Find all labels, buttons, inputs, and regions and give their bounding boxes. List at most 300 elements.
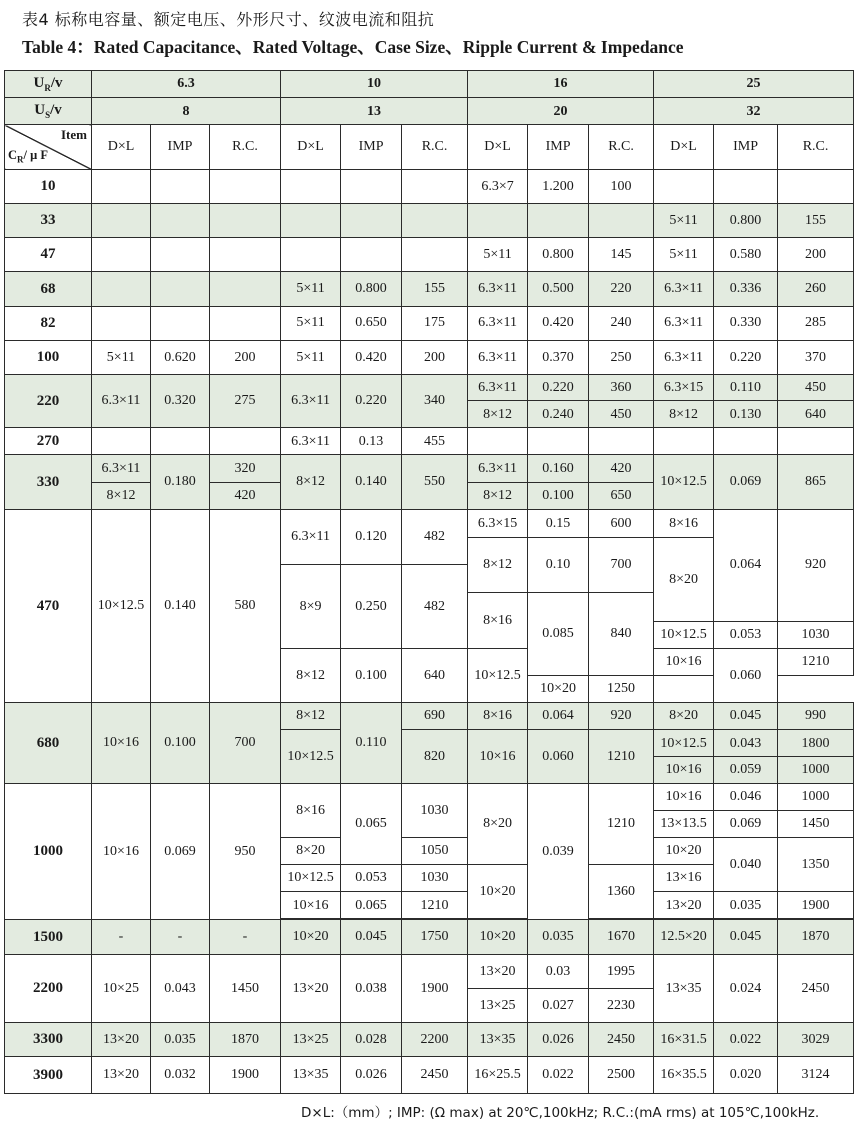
case-size-cell: 10×12.5 [654,621,714,648]
case-size-cell: 10×12.5 [92,509,151,702]
impedance-cell: 0.035 [151,1023,210,1057]
title-english: Table 4：Rated Capacitance、Rated Voltage、Case Size、Ripple Current & Impedance [22,37,684,57]
capacitance-cell: 82 [5,306,92,340]
ripple-current-cell: 640 [778,401,854,428]
case-size-cell: 5×11 [281,306,341,340]
case-size-cell: 5×11 [654,238,714,272]
impedance-cell: 1.200 [528,169,589,203]
impedance-cell: 0.022 [528,1057,589,1094]
impedance-cell: 0.370 [528,340,589,374]
surge-voltage-value: 13 [281,98,468,125]
empty-cell [281,238,341,272]
col-imp: IMP [151,125,210,169]
col-rc: R.C. [589,125,654,169]
empty-cell [468,428,528,455]
impedance-cell: 0.130 [714,401,778,428]
case-size-cell: 8×20 [654,538,714,622]
case-size-cell: 10×12.5 [281,730,341,783]
ripple-current-cell: 200 [778,238,854,272]
impedance-cell: 0.028 [341,1023,402,1057]
case-size-cell: 13×20 [92,1057,151,1094]
impedance-cell: 0.220 [341,374,402,427]
empty-cell [210,203,281,237]
empty-cell [210,428,281,455]
col-rc: R.C. [778,125,854,169]
ripple-current-cell: 1030 [402,783,468,837]
ripple-current-cell: 175 [402,306,468,340]
capacitance-cell: 47 [5,238,92,272]
ripple-current-cell: 285 [778,306,854,340]
title-chinese: 表4 标称电容量、额定电压、外形尺寸、纹波电流和阻抗 [22,10,435,29]
empty-cell [778,169,854,203]
ripple-current-cell: 240 [589,306,654,340]
impedance-cell: 0.580 [714,238,778,272]
impedance-cell: 0.046 [714,783,778,810]
empty-cell [402,203,468,237]
impedance-cell: 0.336 [714,272,778,306]
ripple-current-cell: 2230 [589,988,654,1022]
rated-voltage-value: 25 [654,71,854,98]
case-size-cell: 8×12 [468,482,528,509]
impedance-cell: 0.100 [341,648,402,702]
impedance-cell: 0.065 [341,892,402,919]
impedance-cell: 0.110 [341,703,402,784]
col-dxl: D×L [92,125,151,169]
rated-voltage-value: 6.3 [92,71,281,98]
ripple-current-cell: 920 [778,509,854,621]
ripple-current-cell: 1030 [402,865,468,892]
impedance-cell: 0.026 [341,1057,402,1094]
impedance-cell: 0.330 [714,306,778,340]
ripple-current-cell: 3029 [778,1023,854,1057]
impedance-cell: 0.059 [714,757,778,783]
ripple-current-cell: 2200 [402,1023,468,1057]
case-size-cell: 6.3×11 [654,340,714,374]
ripple-current-cell: 250 [589,340,654,374]
case-size-cell: 12.5×20 [654,920,714,954]
ripple-current-cell: 360 [589,374,654,400]
ripple-current-cell: 1210 [402,892,468,919]
capacitance-cell: 33 [5,203,92,237]
ripple-current-cell: 640 [402,648,468,702]
case-size-cell: 8×16 [468,593,528,648]
ripple-current-cell: 1210 [589,730,654,783]
ripple-current-cell: 580 [210,509,281,702]
ripple-current-cell: 220 [589,272,654,306]
col-dxl: D×L [654,125,714,169]
ripple-current-cell: 1995 [589,954,654,988]
impedance-cell: 0.650 [341,306,402,340]
case-size-cell: 6.3×7 [468,169,528,203]
case-size-cell: 8×16 [281,783,341,837]
case-size-cell: 13×13.5 [654,810,714,837]
ripple-current-cell: 155 [778,203,854,237]
impedance-cell: 0.100 [528,482,589,509]
ripple-current-cell: 482 [402,565,468,649]
impedance-cell: 0.020 [714,1057,778,1094]
impedance-cell: 0.053 [714,621,778,648]
impedance-cell: 0.035 [714,892,778,919]
ripple-current-cell: 200 [210,340,281,374]
empty-cell [654,428,714,455]
case-size-cell: 10×20 [528,675,589,702]
empty-cell [92,169,151,203]
ripple-current-cell: 370 [778,340,854,374]
ripple-current-cell: 1870 [210,1023,281,1057]
case-size-cell: 8×12 [468,401,528,428]
case-size-cell: 6.3×11 [654,306,714,340]
ripple-current-cell: 145 [589,238,654,272]
rated-voltage-value: 10 [281,71,468,98]
ripple-current-cell: 690 [402,703,468,730]
ripple-current-cell: 320 [210,455,281,482]
ripple-current-cell: 275 [210,374,281,427]
case-size-cell: - [92,920,151,954]
ripple-current-cell: 420 [589,455,654,482]
impedance-cell: 0.069 [714,455,778,509]
impedance-cell: 0.160 [528,455,589,482]
empty-cell [341,238,402,272]
impedance-cell: 0.032 [151,1057,210,1094]
impedance-cell: 0.038 [341,954,402,1022]
impedance-cell: 0.320 [151,374,210,427]
impedance-cell: 0.045 [341,920,402,954]
empty-cell [151,306,210,340]
case-size-cell: 6.3×11 [92,455,151,482]
impedance-cell: 0.240 [528,401,589,428]
ripple-current-cell: 1000 [778,757,854,783]
empty-cell [92,238,151,272]
impedance-cell: 0.060 [714,648,778,702]
empty-cell [402,169,468,203]
impedance-cell: 0.035 [528,920,589,954]
capacitance-cell: 470 [5,509,92,702]
case-size-cell: 5×11 [281,272,341,306]
surge-voltage-value: 20 [468,98,654,125]
col-imp: IMP [341,125,402,169]
case-size-cell: 10×16 [654,648,714,675]
impedance-cell: 0.140 [151,509,210,702]
ripple-current-cell: 1350 [778,837,854,891]
case-size-cell: 10×25 [92,954,151,1022]
case-size-cell: 10×16 [468,730,528,783]
ripple-current-cell: 2450 [402,1057,468,1094]
empty-cell [210,169,281,203]
case-size-cell: 8×20 [281,837,341,864]
ripple-current-cell: 840 [589,593,654,676]
impedance-cell: 0.045 [714,920,778,954]
item-capacitance-corner [5,125,92,169]
case-size-cell: 8×12 [281,455,341,509]
ripple-current-cell: 420 [210,482,281,509]
ripple-current-cell: 2450 [589,1023,654,1057]
capacitance-cell: 1000 [5,783,92,920]
ripple-current-cell: 3124 [778,1057,854,1094]
ripple-current-cell: 1210 [589,783,654,865]
ripple-current-cell: - [210,920,281,954]
case-size-cell: 10×16 [92,703,151,784]
impedance-cell: 0.043 [151,954,210,1022]
case-size-cell: 6.3×11 [281,374,341,427]
case-size-cell: 8×16 [468,703,528,730]
case-size-cell: 10×16 [654,757,714,783]
case-size-cell: 13×20 [92,1023,151,1057]
empty-cell [210,238,281,272]
case-size-cell: 8×16 [654,509,714,537]
ripple-current-cell: 950 [210,783,281,920]
impedance-cell: 0.069 [151,783,210,920]
capacitance-label: $C_R/$ μ F [8,148,48,165]
case-size-cell: 6.3×11 [468,340,528,374]
surge-voltage-value: 32 [654,98,854,125]
case-size-cell: 10×12.5 [654,730,714,757]
impedance-cell: 0.024 [714,954,778,1022]
empty-cell [151,203,210,237]
case-size-cell: 5×11 [468,238,528,272]
surge-voltage-value: 8 [92,98,281,125]
case-size-cell: 16×25.5 [468,1057,528,1094]
ripple-current-cell: 1030 [778,621,854,648]
case-size-cell: 13×35 [654,954,714,1022]
ripple-current-cell: 1450 [210,954,281,1022]
impedance-cell: 0.250 [341,565,402,649]
surge-voltage-label: $U_S/v$ [5,98,92,125]
ripple-current-cell: 1900 [210,1057,281,1094]
col-imp: IMP [528,125,589,169]
case-size-cell: 6.3×11 [281,509,341,564]
col-dxl: D×L [468,125,528,169]
case-size-cell: 6.3×11 [468,374,528,400]
case-size-cell: 13×25 [281,1023,341,1057]
impedance-cell: 0.064 [714,509,778,621]
impedance-cell: 0.800 [714,203,778,237]
capacitance-cell: 680 [5,703,92,784]
empty-cell [589,203,654,237]
ripple-current-cell: 482 [402,509,468,564]
case-size-cell: 10×16 [281,892,341,919]
impedance-cell: 0.022 [714,1023,778,1057]
impedance-cell: 0.15 [528,509,589,537]
empty-cell [151,428,210,455]
case-size-cell: 8×12 [92,482,151,509]
capacitance-cell: 10 [5,169,92,203]
case-size-cell: 6.3×11 [654,272,714,306]
ripple-current-cell: 820 [402,730,468,783]
case-size-cell: 10×16 [92,783,151,920]
impedance-cell: 0.060 [528,730,589,783]
case-size-cell: 6.3×11 [468,272,528,306]
impedance-cell: 0.040 [714,837,778,891]
ripple-current-cell: 1900 [778,892,854,919]
case-size-cell: 10×20 [468,920,528,954]
case-size-cell: 13×16 [654,865,714,892]
case-size-cell: 10×20 [281,920,341,954]
ripple-current-cell: 1800 [778,730,854,757]
ripple-current-cell: 1450 [778,810,854,837]
impedance-cell: 0.500 [528,272,589,306]
empty-cell [151,238,210,272]
case-size-cell: 10×20 [468,865,528,919]
ripple-current-cell: 600 [589,509,654,537]
impedance-cell: 0.220 [528,374,589,400]
capacitance-cell: 270 [5,428,92,455]
impedance-cell: 0.100 [151,703,210,784]
case-size-cell: 6.3×11 [281,428,341,455]
ripple-current-cell: 700 [589,538,654,593]
case-size-cell: 6.3×15 [468,509,528,537]
capacitance-cell: 220 [5,374,92,427]
case-size-cell: 13×25 [468,988,528,1022]
rated-voltage-label: $U_R/v$ [5,71,92,98]
impedance-cell: 0.13 [341,428,402,455]
case-size-cell: 6.3×11 [92,374,151,427]
capacitance-cell: 330 [5,455,92,509]
capacitor-spec-table [4,70,854,1094]
case-size-cell: 10×12.5 [468,648,528,702]
ripple-current-cell: 2450 [778,954,854,1022]
empty-cell [778,428,854,455]
case-size-cell: 10×12.5 [281,865,341,892]
impedance-cell: 0.065 [341,783,402,865]
case-size-cell: 16×35.5 [654,1057,714,1094]
impedance-cell: 0.043 [714,730,778,757]
ripple-current-cell: 650 [589,482,654,509]
impedance-cell: 0.026 [528,1023,589,1057]
ripple-current-cell: 455 [402,428,468,455]
case-size-cell: 13×35 [281,1057,341,1094]
ripple-current-cell: 865 [778,455,854,509]
case-size-cell: 6.3×15 [654,374,714,400]
capacitance-cell: 1500 [5,920,92,954]
ripple-current-cell: 1670 [589,920,654,954]
ripple-current-cell: 450 [778,374,854,400]
impedance-cell: 0.045 [714,703,778,730]
case-size-cell: 10×12.5 [654,455,714,509]
empty-cell [654,169,714,203]
col-rc: R.C. [210,125,281,169]
impedance-cell: 0.110 [714,374,778,400]
case-size-cell: 6.3×11 [468,306,528,340]
empty-cell [528,203,589,237]
empty-cell [281,203,341,237]
impedance-cell: 0.069 [714,810,778,837]
item-label: Item [61,127,87,143]
ripple-current-cell: 700 [210,703,281,784]
empty-cell [468,203,528,237]
impedance-cell: 0.027 [528,988,589,1022]
ripple-current-cell: 920 [589,703,654,730]
empty-cell [341,203,402,237]
impedance-cell: 0.039 [528,783,589,920]
ripple-current-cell: 1050 [402,837,468,864]
empty-cell [92,272,151,306]
col-dxl: D×L [281,125,341,169]
col-imp: IMP [714,125,778,169]
col-rc: R.C. [402,125,468,169]
ripple-current-cell: 1360 [589,865,654,919]
impedance-cell: 0.180 [151,455,210,509]
empty-cell [714,169,778,203]
case-size-cell: 13×20 [281,954,341,1022]
empty-cell [210,272,281,306]
empty-cell [92,306,151,340]
ripple-current-cell: 450 [589,401,654,428]
case-size-cell: 10×20 [654,837,714,864]
impedance-cell: 0.064 [528,703,589,730]
capacitance-cell: 2200 [5,954,92,1022]
empty-cell [402,238,468,272]
ripple-current-cell: 155 [402,272,468,306]
case-size-cell: 5×11 [92,340,151,374]
capacitance-cell: 3300 [5,1023,92,1057]
impedance-cell: 0.053 [341,865,402,892]
ripple-current-cell: 2500 [589,1057,654,1094]
case-size-cell: 8×12 [654,401,714,428]
case-size-cell: 8×20 [654,703,714,730]
impedance-cell: 0.140 [341,455,402,509]
impedance-cell: 0.220 [714,340,778,374]
empty-cell [151,169,210,203]
empty-cell [151,272,210,306]
case-size-cell: 6.3×11 [468,455,528,482]
case-size-cell: 10×16 [654,783,714,810]
case-size-cell: 13×35 [468,1023,528,1057]
empty-cell [589,428,654,455]
ripple-current-cell: 1870 [778,920,854,954]
rated-voltage-value: 16 [468,71,654,98]
ripple-current-cell: 990 [778,703,854,730]
footnote: D×L:（mm）; IMP: (Ω max) at 20℃,100kHz; R.C.:(mA rms) at 105℃,100kHz. [301,1105,820,1121]
impedance-cell: 0.800 [528,238,589,272]
ripple-current-cell: 1000 [778,783,854,810]
impedance-cell: 0.120 [341,509,402,564]
impedance-cell: 0.620 [151,340,210,374]
case-size-cell: 5×11 [281,340,341,374]
impedance-cell: 0.420 [528,306,589,340]
ripple-current-cell: 550 [402,455,468,509]
empty-cell [341,169,402,203]
empty-cell [281,169,341,203]
case-size-cell: 8×20 [468,783,528,865]
empty-cell [92,428,151,455]
capacitance-cell: 68 [5,272,92,306]
ripple-current-cell: 100 [589,169,654,203]
impedance-cell: 0.800 [341,272,402,306]
ripple-current-cell: 340 [402,374,468,427]
impedance-cell: 0.420 [341,340,402,374]
ripple-current-cell: 1210 [778,648,854,675]
ripple-current-cell: 1900 [402,954,468,1022]
case-size-cell: 13×20 [654,892,714,919]
impedance-cell: 0.10 [528,538,589,593]
capacitance-cell: 3900 [5,1057,92,1094]
ripple-current-cell: 260 [778,272,854,306]
capacitance-cell: 100 [5,340,92,374]
impedance-cell: - [151,920,210,954]
empty-cell [528,428,589,455]
case-size-cell: 8×12 [468,538,528,593]
ripple-current-cell: 1250 [589,675,654,702]
case-size-cell: 8×12 [281,703,341,730]
impedance-cell: 0.03 [528,954,589,988]
ripple-current-cell: 200 [402,340,468,374]
case-size-cell: 8×9 [281,565,341,649]
case-size-cell: 13×20 [468,954,528,988]
empty-cell [210,306,281,340]
ripple-current-cell: 1750 [402,920,468,954]
empty-cell [92,203,151,237]
case-size-cell: 16×31.5 [654,1023,714,1057]
